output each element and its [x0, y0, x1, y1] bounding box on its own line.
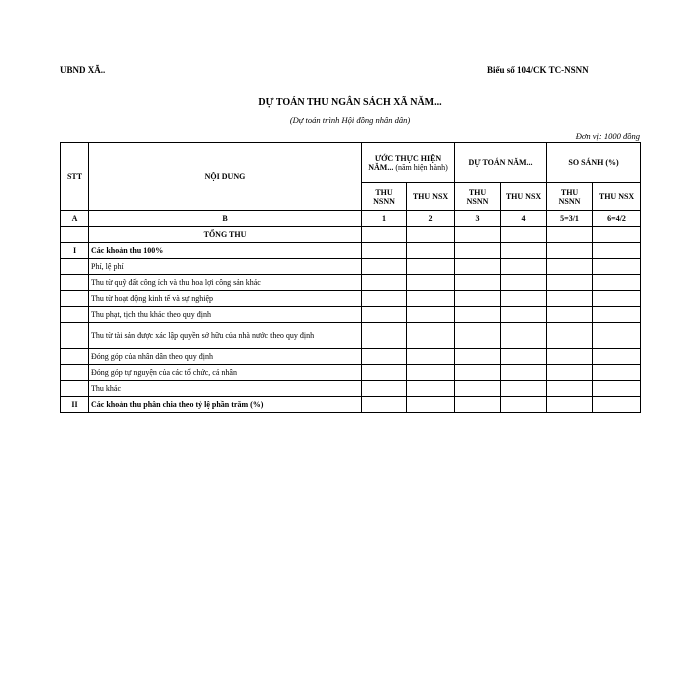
cell: [547, 275, 593, 291]
cell: [61, 227, 89, 243]
row-stt: [61, 365, 89, 381]
cell: [501, 397, 547, 413]
cell: [407, 291, 455, 307]
cell: [455, 349, 501, 365]
cell: [407, 397, 455, 413]
cell: [547, 243, 593, 259]
cell: [362, 243, 407, 259]
cell: [362, 227, 407, 243]
cell: [407, 243, 455, 259]
cell: [455, 227, 501, 243]
cell: [593, 291, 641, 307]
table-row: [61, 275, 641, 291]
cell: [362, 259, 407, 275]
table-row: [61, 243, 641, 259]
cell: [547, 307, 593, 323]
unit-label: Đơn vị: 1000 đồng: [575, 131, 640, 141]
index-cell: 5=3/1: [547, 211, 593, 227]
table-row: [61, 349, 641, 365]
row-label: Các khoản thu phân chia theo tỷ lệ phần trăm (%): [89, 397, 362, 413]
index-row: [61, 211, 641, 227]
cell: [362, 275, 407, 291]
subheader-thu-nsx-3: THU NSX: [593, 183, 641, 211]
cell: [593, 275, 641, 291]
cell: [593, 323, 641, 349]
cell: [407, 365, 455, 381]
header-estimate-current-title: ƯỚC THỰC HIỆN NĂM...: [368, 153, 442, 172]
header-estimate-current: [362, 143, 455, 183]
cell: [593, 397, 641, 413]
cell: [455, 243, 501, 259]
cell: [593, 365, 641, 381]
cell: [501, 259, 547, 275]
cell: [501, 323, 547, 349]
row-stt: [61, 323, 89, 349]
cell: [362, 381, 407, 397]
cell: [501, 227, 547, 243]
subheader-thu-nsnn-2: THU NSNN: [455, 183, 501, 211]
cell: [455, 259, 501, 275]
index-cell: 1: [362, 211, 407, 227]
row-stt: [61, 307, 89, 323]
cell: [407, 307, 455, 323]
cell: [547, 397, 593, 413]
document-title: DỰ TOÁN THU NGÂN SÁCH XÃ NĂM...: [258, 97, 442, 108]
cell: [407, 381, 455, 397]
cell: [501, 365, 547, 381]
header-comparison: SO SÁNH (%): [547, 143, 641, 183]
index-cell: 3: [455, 211, 501, 227]
table-row: [61, 397, 641, 413]
cell: [362, 365, 407, 381]
subheader-thu-nsnn-3: THU NSNN: [547, 183, 593, 211]
index-cell: A: [61, 211, 89, 227]
cell: [362, 349, 407, 365]
row-stt: [61, 381, 89, 397]
cell: [362, 291, 407, 307]
total-label: TỔNG THU: [89, 227, 362, 243]
cell: [407, 227, 455, 243]
header-estimate-current-note: (năm hiện hành): [393, 162, 448, 172]
cell: [547, 381, 593, 397]
index-cell: 2: [407, 211, 455, 227]
subheader-thu-nsnn-1: THU NSNN: [362, 183, 407, 211]
header-content: NỘI DUNG: [89, 143, 362, 211]
cell: [407, 275, 455, 291]
cell: [501, 275, 547, 291]
cell: [547, 365, 593, 381]
total-row: [61, 227, 641, 243]
cell: [455, 397, 501, 413]
cell: [547, 259, 593, 275]
cell: [547, 291, 593, 307]
cell: [547, 227, 593, 243]
row-stt: [61, 349, 89, 365]
index-cell: 6=4/2: [593, 211, 641, 227]
row-stt: [61, 275, 89, 291]
issuer-label: UBND XÃ..: [60, 65, 106, 75]
form-number: Biểu số 104/CK TC-NSNN: [487, 65, 589, 75]
cell: [501, 349, 547, 365]
row-label: Các khoản thu 100%: [89, 243, 362, 259]
row-label: Thu khác: [89, 381, 362, 397]
cell: [593, 227, 641, 243]
cell: [362, 397, 407, 413]
cell: [501, 291, 547, 307]
cell: [455, 275, 501, 291]
table-row: [61, 259, 641, 275]
cell: [501, 307, 547, 323]
cell: [407, 349, 455, 365]
cell: [455, 307, 501, 323]
table-row: [61, 323, 641, 349]
budget-table: [60, 142, 641, 413]
header-budget-plan: DỰ TOÁN NĂM...: [455, 143, 547, 183]
row-stt: I: [61, 243, 89, 259]
row-label: Thu phạt, tịch thu khác theo quy định: [89, 307, 362, 323]
cell: [455, 323, 501, 349]
table-row: [61, 307, 641, 323]
row-label: Thu từ quỹ đất công ích và thu hoa lợi công sản khác: [89, 275, 362, 291]
header-stt: STT: [61, 143, 89, 211]
row-stt: [61, 291, 89, 307]
cell: [501, 243, 547, 259]
cell: [501, 381, 547, 397]
row-stt: II: [61, 397, 89, 413]
row-label: Đóng góp của nhân dân theo quy định: [89, 349, 362, 365]
cell: [593, 349, 641, 365]
subheader-thu-nsx-1: THU NSX: [407, 183, 455, 211]
cell: [362, 323, 407, 349]
cell: [407, 259, 455, 275]
document-subtitle: (Dự toán trình Hội đồng nhân dân): [289, 115, 411, 125]
table-row: [61, 291, 641, 307]
cell: [455, 381, 501, 397]
row-label: Thu từ hoạt động kinh tế và sự nghiệp: [89, 291, 362, 307]
cell: [407, 323, 455, 349]
cell: [593, 243, 641, 259]
table-row: [61, 365, 641, 381]
cell: [362, 307, 407, 323]
cell: [455, 291, 501, 307]
cell: [547, 349, 593, 365]
cell: [593, 381, 641, 397]
row-label: Đóng góp tự nguyện của các tổ chức, cá nhân: [89, 365, 362, 381]
cell: [455, 365, 501, 381]
table-row: [61, 381, 641, 397]
index-cell: B: [89, 211, 362, 227]
row-label: Thu từ tài sản được xác lập quyền sở hữu của nhà nước theo quy định: [89, 323, 362, 349]
cell: [593, 307, 641, 323]
subheader-thu-nsx-2: THU NSX: [501, 183, 547, 211]
cell: [547, 323, 593, 349]
row-label: Phí, lệ phí: [89, 259, 362, 275]
index-cell: 4: [501, 211, 547, 227]
cell: [593, 259, 641, 275]
row-stt: [61, 259, 89, 275]
